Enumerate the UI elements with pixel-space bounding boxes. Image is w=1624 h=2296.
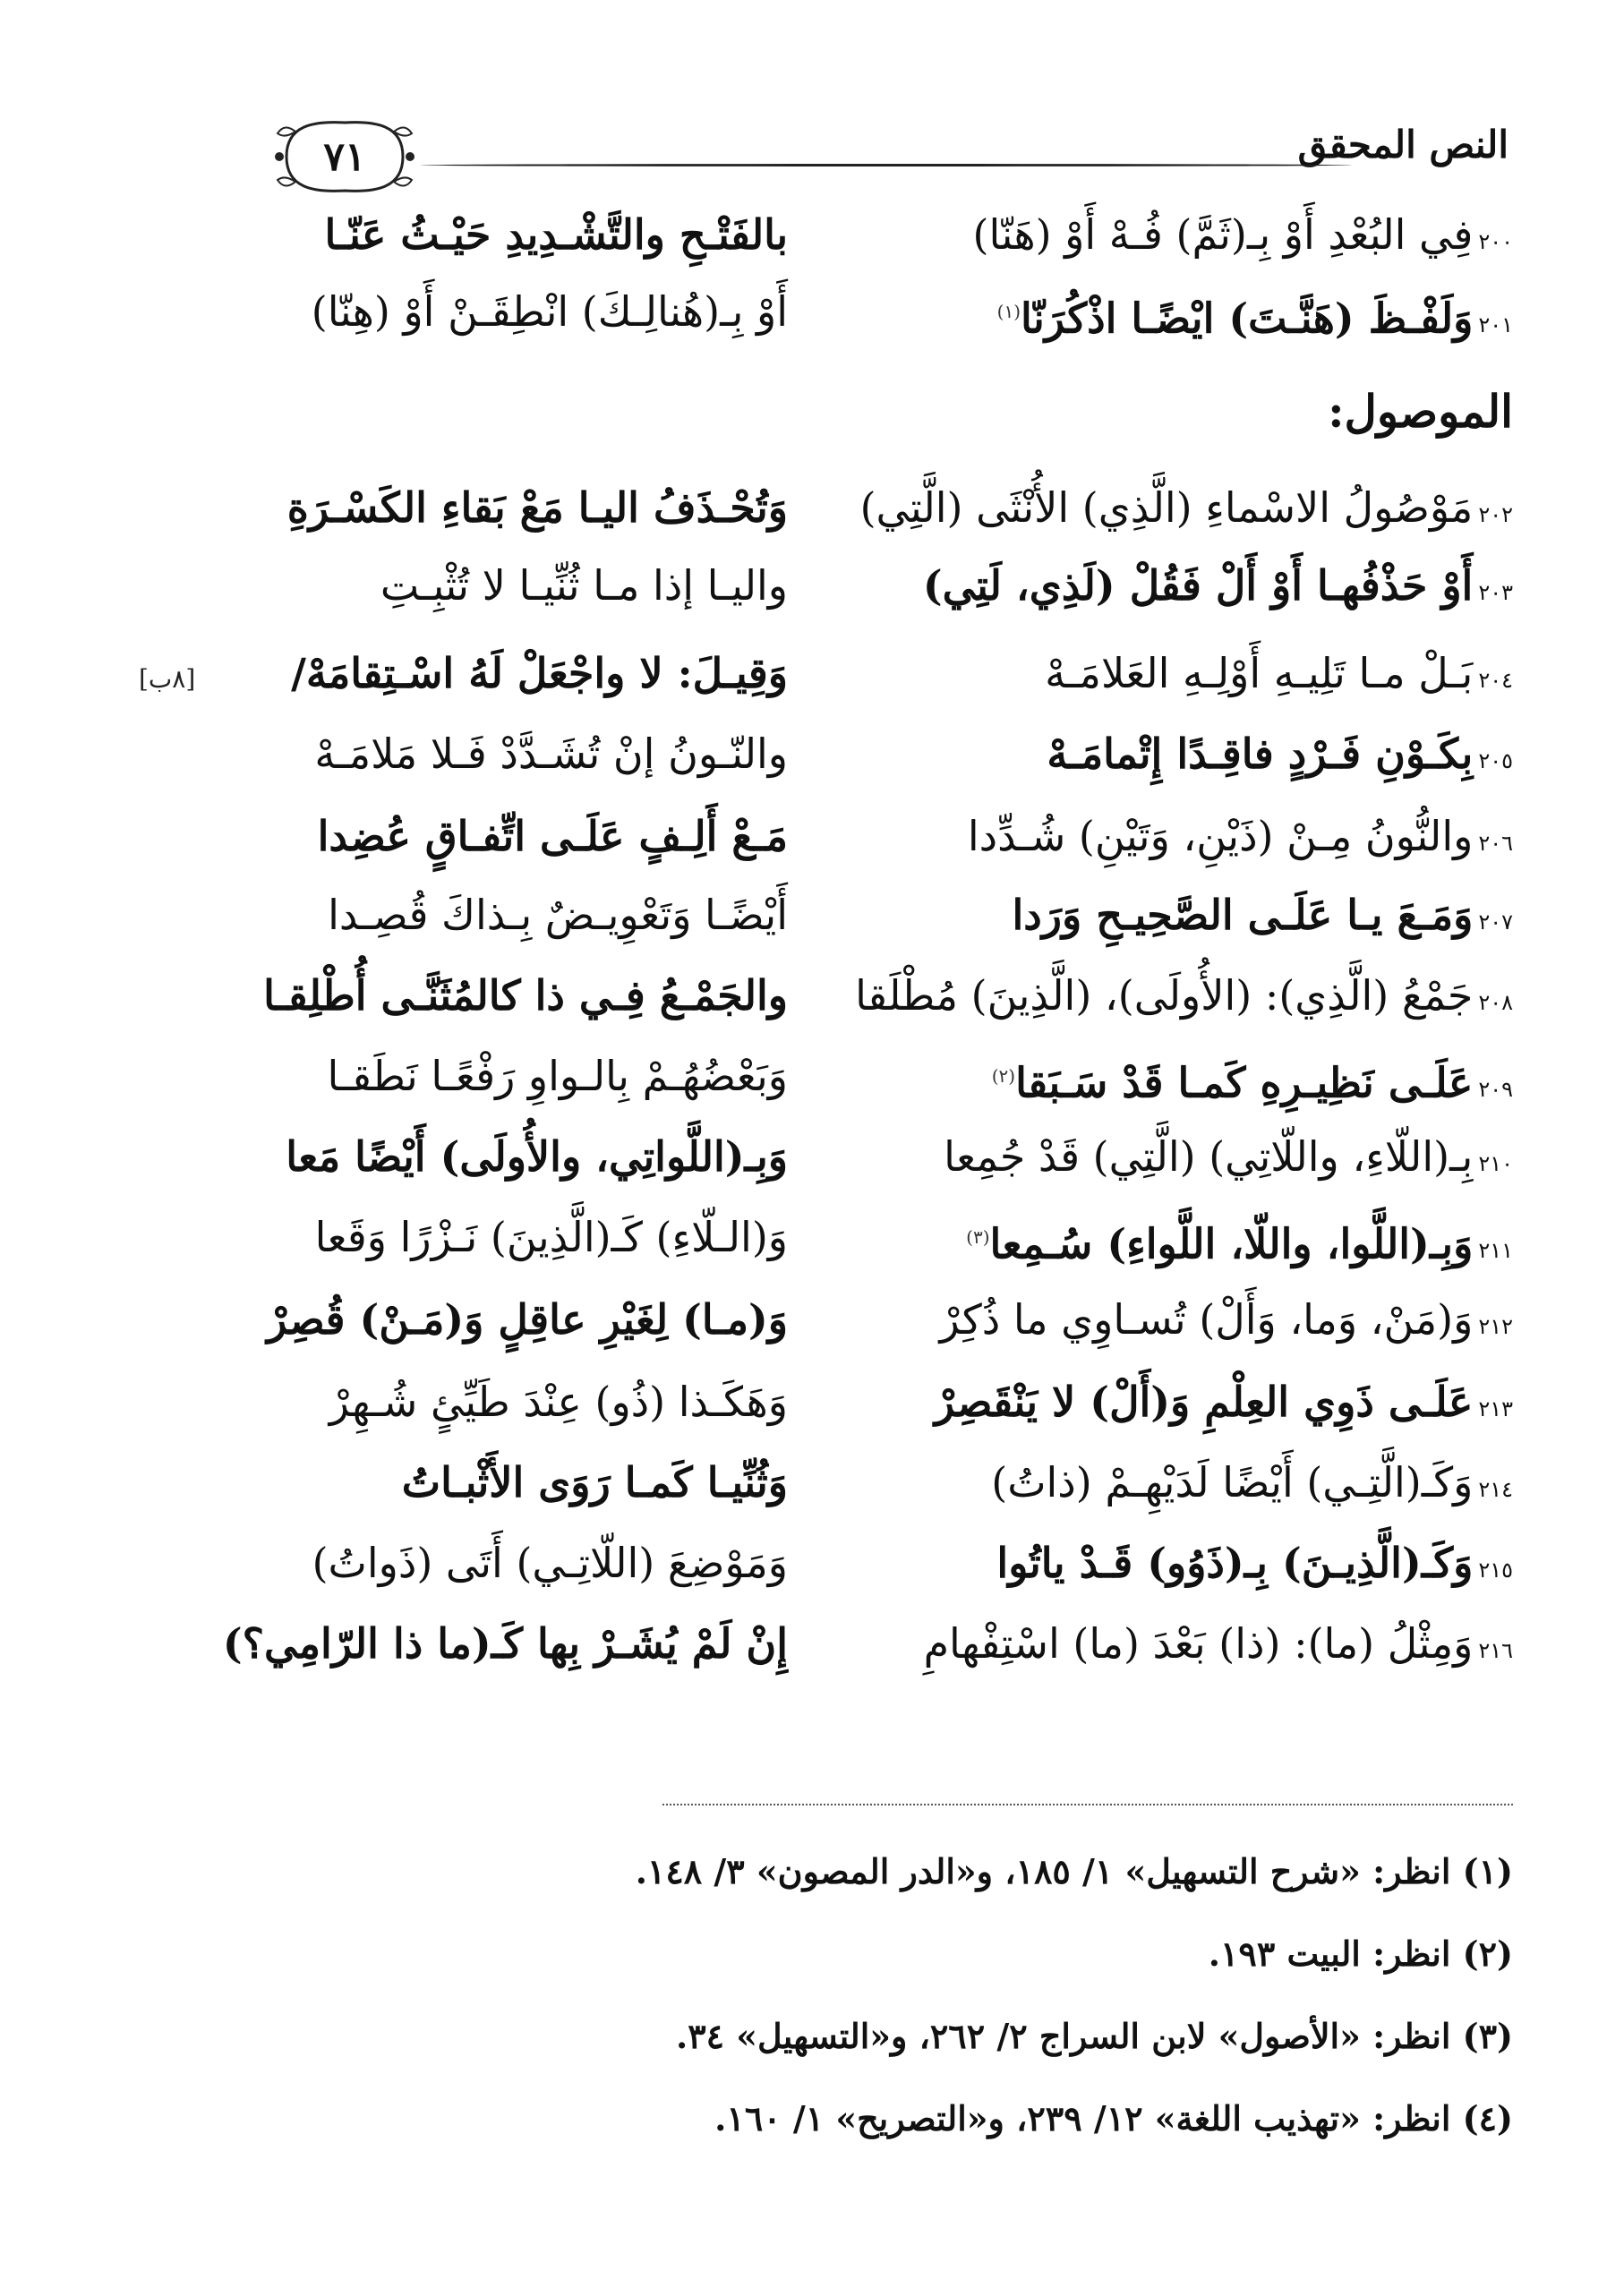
verse-first-hemistich [859,1445,1513,1520]
footnote-ref: (٣) [966,1226,990,1248]
verse-first-hemistich [859,1119,1513,1194]
verse-number: ٢٠١ [1478,312,1513,338]
footnote: (٢) انظر: البيت ١٩٣. [1208,1933,1513,1974]
verse-second-hemistich: وَثُنِّيـا كَمـا رَوَى الأَثْبـاتُ [401,1458,788,1506]
verse-text: مَوْصُولُ الاسْماءِ (الَّذِي) الأُنْثَى (الَّتِي) [859,483,1474,532]
section-heading: الموصول: [1328,385,1513,438]
footnote-ref: (١) [996,301,1021,322]
verse-row [251,274,1513,349]
verse-number: ٢١١ [1478,1238,1513,1264]
running-title: النص المحقق [1297,123,1509,166]
verse-text: وَمِثْلُ (ما): (ذا) بَعْدَ (ما) اسْتِفْهامِ [923,1619,1474,1668]
verse-number: ٢٠٧ [1478,909,1513,935]
verse-first-hemistich [859,1038,1513,1114]
manuscript-folio-note: [٨ب] [139,664,196,694]
page-header [269,112,1509,201]
verse-row [251,470,1513,545]
verse-first-hemistich [859,1364,1513,1439]
verse-first-hemistich [859,470,1513,545]
verse-text: عَلَـى نَظِيـرِهِ كَمـا قَدْ سَـبَقا [1015,1058,1474,1107]
verse-row [251,877,1513,952]
verse-row [251,1445,1513,1520]
verse-number: ٢١٣ [1478,1396,1513,1421]
verse-first-hemistich [859,877,1513,952]
footnote: (٤) انظر: «تهذيب اللغة» ١٢/ ٢٣٩، و«التصريح» ١/ ١٦٠. [714,2098,1513,2138]
verse-first-hemistich [859,548,1513,623]
verse-first-hemistich [859,636,1513,711]
verse-text: عَلَـى ذَوِي العِلْمِ وَ(أَلْ) لا يَنْقَصِرْ [934,1378,1474,1426]
verse-second-hemistich: وَبِـ(اللَّواتِي، والأُولَى) أَيْضًا مَعا [286,1132,788,1181]
verse-number: ٢٠٦ [1478,831,1513,856]
verse-first-hemistich [859,1199,1513,1275]
verse-number: ٢٠٢ [1478,502,1513,527]
verse-number: ٢٠٤ [1478,668,1513,693]
verse-first-hemistich [859,274,1513,349]
verse-text: بَـلْ مـا تَلِيـهِ أَوْلِـهِ العَلامَـهْ [1045,649,1474,697]
verse-second-hemistich: وَقِيـلَ: لا واجْعَلْ لَهُ اسْـتِقامَهْ/ [291,649,788,697]
verse-second-hemistich: مَـعْ أَلِـفٍ عَلَـى اتِّفـاقٍ عُضِدا [317,812,788,860]
verse-second-hemistich: إِنْ لَمْ يُشَـرْ بِها كَـ(ما ذا الرّامِي؟) [222,1619,788,1668]
verse-row [251,798,1513,874]
verse-first-hemistich [855,958,1513,1033]
verse-second-hemistich: واليـا إذا مـا ثُنِّيـا لا تُثْبِـتِ [380,561,788,610]
verse-first-hemistich [859,798,1513,874]
verse-text: وَبِـ(اللَّوا، واللّا، اللَّواءِ) سُـمِعا [989,1219,1474,1268]
verse-row [251,1199,1513,1275]
verse-second-hemistich: والنّـونُ إنْ تُشَـدَّدْ فَـلا مَلامَـهْ [314,730,788,778]
verse-second-hemistich: بالفَتْـحِ والتَّشْـدِيدِ حَيْـثُ عَنّـا [324,210,788,259]
verse-row [251,1119,1513,1194]
verse-second-hemistich: أَيْضًـا وَتَعْوِيـضٌ بِـذاكَ قُصِـدا [328,891,788,939]
verse-second-hemistich: وَ(الـلّاءِ) كَـ(الَّذِينَ) نَـزْرًا وَقَعا [314,1213,788,1261]
verse-number: ٢٠٣ [1478,580,1513,605]
verse-row [251,1525,1513,1600]
verse-text: فِي البُعْدِ أَوْ بِـ(ثَمَّ) فُـهْ أَوْ (هَنّا) [972,210,1474,259]
verse-number: ٢١٢ [1478,1314,1513,1339]
verse-first-hemistich [859,1606,1513,1681]
verse-number: ٢١٠ [1478,1151,1513,1176]
verse-number: ٢٠٩ [1478,1077,1513,1103]
verse-text: جَمْعُ (الَّذِي): (الأُولَى)، (الَّذِينَ) مُطْلَقا [855,971,1474,1020]
verse-row [251,958,1513,1033]
verse-text: والنُّونُ مِـنْ (ذَيْنِ، وَتَيْنِ) شُـدِّدا [967,812,1474,860]
verse-second-hemistich: والجَمْـعُ فِـي ذا كالمُثَنَّـى أُطْلِقـا [263,971,788,1020]
verse-text: أَوْ حَذْفُهـا أَوْ أَلْ فَقُلْ (لَذِي، لَتِي) [922,561,1474,610]
verse-row [251,716,1513,791]
verse-second-hemistich: وَبَعْضُهُـمْ بِالـواوِ رَفْعًـا نَطَقـا [327,1052,788,1100]
page-number: ٧١ [323,133,366,180]
verse-first-hemistich [859,197,1513,272]
verse-row [251,197,1513,272]
verse-second-hemistich: وَمَوْضِعَ (اللّاتِـي) أَتَى (ذَواتُ) [312,1539,788,1587]
verse-number: ٢١٤ [1478,1477,1513,1502]
verse-text: وَمَـعَ يـا عَلَـى الصَّحِيـحِ وَرَدا [1012,891,1474,939]
footnote-ref: (٢) [991,1065,1016,1087]
verse-second-hemistich: وَهَكَـذا (ذُو) عِنْدَ طَيِّئٍ شُـهِرْ [329,1378,788,1426]
verse-first-hemistich [859,1525,1513,1600]
verse-text: وَكَـ(الَّذِيـنَ) بِـ(ذَوُو) قَـدْ ياتُوا [996,1539,1474,1587]
verse-text: وَ(مَنْ، وَما، وَأَلْ) تُسـاوِي ما ذُكِرْ [939,1295,1474,1344]
verse-row [251,548,1513,623]
verse-text: وَكَـ(الَّتِـي) أَيْضًا لَدَيْهِـمْ (ذاتُ) [991,1458,1474,1506]
verse-number: ٢٠٠ [1478,229,1513,254]
verse-text: بِكَـوْنِ فَـرْدٍ فاقِـدًا إِتْمامَـهْ [1047,730,1474,778]
verse-second-hemistich: وَتُحْـذَفُ اليـا مَعْ بَقاءِ الكَسْـرَةِ [286,483,788,532]
verse-row [251,1282,1513,1357]
footnote: (١) انظر: «شرح التسهيل» ١/ ١٨٥، و«الدر المصون» ٣/ ١٤٨. [635,1851,1513,1891]
verse-row [251,636,1513,711]
verse-number: ٢٠٨ [1478,990,1513,1015]
verse-text: وَلَفْـظَ (هَنَّـتَ) ايْضًـا اذْكُرَنّا [1021,294,1474,343]
verse-row [222,1606,1513,1681]
footnote: (٣) انظر: «الأصول» لابن السراج ٢/ ٢٦٢، و«التسهيل» ٣٤. [675,2016,1513,2056]
footnote-separator [662,1804,1513,1805]
verse-second-hemistich: أَوْ بِـ(هُنالِـكَ) انْطِقَـنْ أَوْ (هِنّا) [311,287,788,336]
verse-number: ٢٠٥ [1478,748,1513,773]
verse-second-hemistich: وَ(مـا) لِغَيْرِ عاقِلٍ وَ(مَـنْ) قُصِرْ [267,1295,788,1344]
verse-first-hemistich [859,716,1513,791]
verse-row [251,1364,1513,1439]
verse-number: ٢١٦ [1478,1638,1513,1663]
verse-first-hemistich [859,1282,1513,1357]
verse-text: بِـ(اللّاءِ، واللّاتِي) (الَّتِي) قَدْ جُمِعا [944,1132,1474,1181]
header-rule [421,164,1352,166]
verse-row [251,1038,1513,1114]
verse-number: ٢١٥ [1478,1558,1513,1583]
